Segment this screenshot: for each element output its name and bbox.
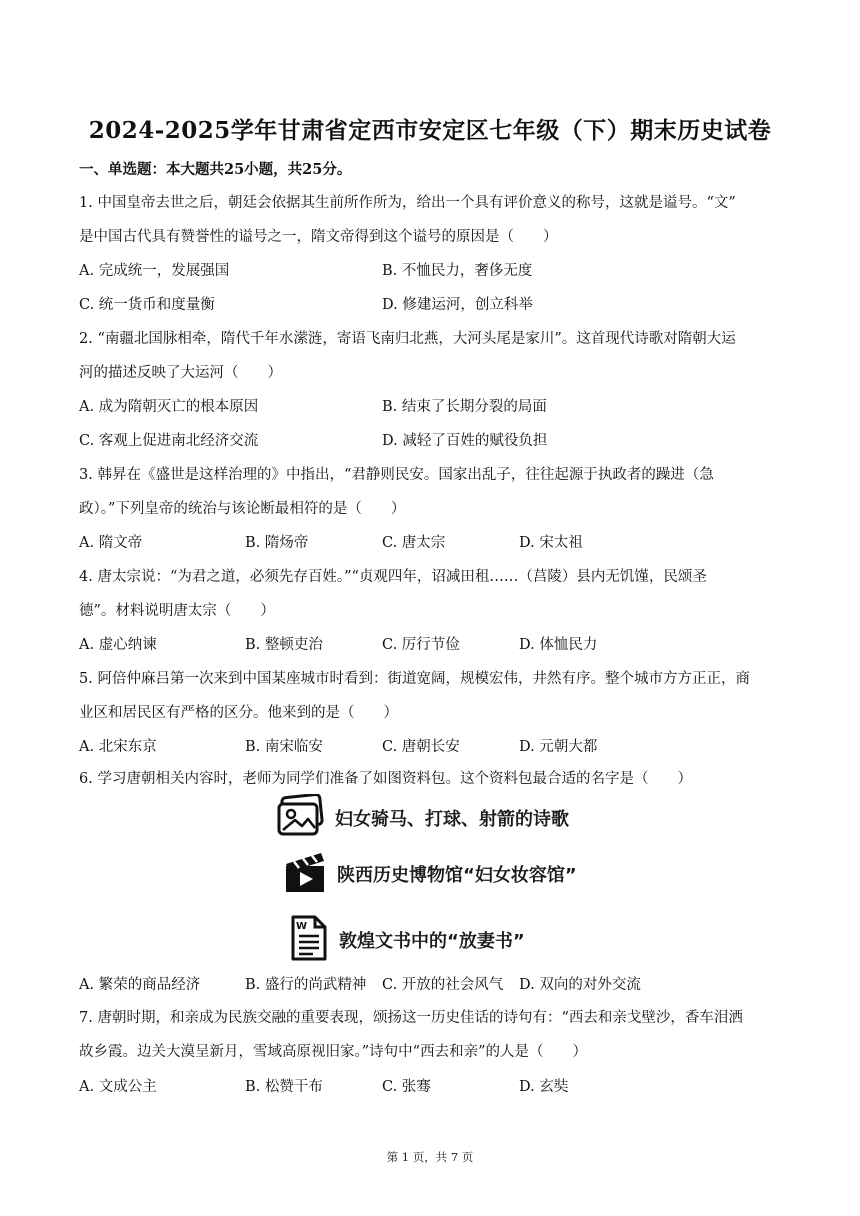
question-4-option-d: D. 体恤民力 — [519, 637, 598, 653]
document-icon — [289, 914, 329, 966]
question-6-option-d: D. 双向的对外交流 — [519, 977, 641, 993]
resource-item-poems — [277, 794, 569, 842]
question-7-option-d: D. 玄奘 — [519, 1079, 569, 1095]
question-1-option-b: B. 不恤民力，奢侈无度 — [382, 263, 533, 279]
question-1-option-c: C. 统一货币和度量衡 — [79, 297, 215, 313]
question-4-option-c: C. 厉行节俭 — [382, 637, 460, 653]
resource-item-document — [289, 914, 525, 966]
question-2-line-2: 河的描述反映了大运河（ ） — [79, 365, 282, 381]
question-6-option-b: B. 盛行的尚武精神 — [245, 977, 367, 993]
question-4-line-2: 德”。材料说明唐太宗（ ） — [79, 603, 275, 619]
question-1-line-2: 是中国古代具有赞誉性的谥号之一，隋文帝得到这个谥号的原因是（ ） — [79, 229, 558, 245]
clapperboard-icon — [283, 850, 327, 898]
question-5-option-b: B. 南宋临安 — [245, 739, 323, 755]
page-title: 2024-2025学年甘肃省定西市安定区七年级（下）期末历史试卷 — [88, 117, 772, 144]
question-7-option-a: A. 文成公主 — [79, 1079, 157, 1095]
question-7-option-b: B. 松赞干布 — [245, 1079, 323, 1095]
question-4-option-b: B. 整顿吏治 — [245, 637, 323, 653]
question-7-option-c: C. 张骞 — [382, 1079, 431, 1095]
question-2-option-c: C. 客观上促进南北经济交流 — [79, 433, 259, 449]
question-7-line-1: 7. 唐朝时期，和亲成为民族交融的重要表现，颂扬这一历史佳话的诗句有：“西去和亲戈壁沙，香车泪洒 — [79, 1010, 743, 1026]
question-3-option-b: B. 隋炀帝 — [245, 535, 309, 551]
question-1-line-1: 1. 中国皇帝去世之后，朝廷会依据其生前所作所为，给出一个具有评价意义的称号，这就是谥号。“文” — [79, 195, 736, 211]
question-2-line-1: 2. “南疆北国脉相牵，隋代千年水潆涟，寄语飞南归北燕，大河头尾是家川”。这首现代诗歌对隋朝大运 — [79, 331, 736, 347]
question-2-option-d: D. 减轻了百姓的赋役负担 — [382, 433, 548, 449]
question-4-option-a: A. 虚心纳谏 — [79, 637, 157, 653]
question-5-option-c: C. 唐朝长安 — [382, 739, 460, 755]
question-3-option-c: C. 唐太宗 — [382, 535, 446, 551]
question-5-line-1: 5. 阿倍仲麻吕第一次来到中国某座城市时看到：街道宽阔，规模宏伟，井然有序。整个城市方方正正，商 — [79, 671, 750, 687]
resource-pack-figure — [275, 790, 605, 970]
svg-text:W: W — [296, 921, 308, 932]
question-6-line-1: 6. 学习唐朝相关内容时，老师为同学们准备了如图资料包。这个资料包最合适的名字是（ ） — [79, 771, 692, 787]
question-5-option-d: D. 元朝大都 — [519, 739, 598, 755]
question-5-line-2: 业区和居民区有严格的区分。他来到的是（ ） — [79, 705, 398, 721]
resource-item-text: 敦煌文书中的“放妻书” — [339, 931, 525, 952]
question-4-line-1: 4. 唐太宗说：“为君之道，必须先存百姓。”“贞观四年，诏减田租……（莒陵）县内无饥馑，民颂圣 — [79, 569, 707, 585]
question-2-option-a: A. 成为隋朝灭亡的根本原因 — [79, 399, 259, 415]
resource-item-text: 妇女骑马、打球、射箭的诗歌 — [335, 809, 569, 830]
section-heading: 一、单选题：本大题共25小题，共25分。 — [79, 161, 352, 178]
picture-icon — [277, 794, 325, 842]
page-footer: 第 1 页，共 7 页 — [386, 1150, 474, 1164]
question-3-option-a: A. 隋文帝 — [79, 535, 143, 551]
question-1-option-a: A. 完成统一，发展强国 — [79, 263, 230, 279]
question-3-line-1: 3. 韩昇在《盛世是这样治理的》中指出，“君静则民安。国家出乱子，往往起源于执政者的躁进（急 — [79, 467, 714, 483]
question-5-option-a: A. 北宋东京 — [79, 739, 157, 755]
question-2-option-b: B. 结束了长期分裂的局面 — [382, 399, 547, 415]
question-3-option-d: D. 宋太祖 — [519, 535, 583, 551]
question-7-line-2: 故乡霞。边关大漠呈新月，雪域高原视旧家。”诗句中“西去和亲”的人是（ ） — [79, 1044, 587, 1060]
resource-item-text: 陕西历史博物馆“妇女妆容馆” — [337, 865, 577, 886]
question-3-line-2: 政）。”下列皇帝的统治与该论断最相符的是（ ） — [79, 501, 406, 517]
question-6-option-c: C. 开放的社会风气 — [382, 977, 504, 993]
question-1-option-d: D. 修建运河，创立科举 — [382, 297, 533, 313]
resource-item-museum — [283, 850, 577, 898]
question-6-option-a: A. 繁荣的商品经济 — [79, 977, 201, 993]
